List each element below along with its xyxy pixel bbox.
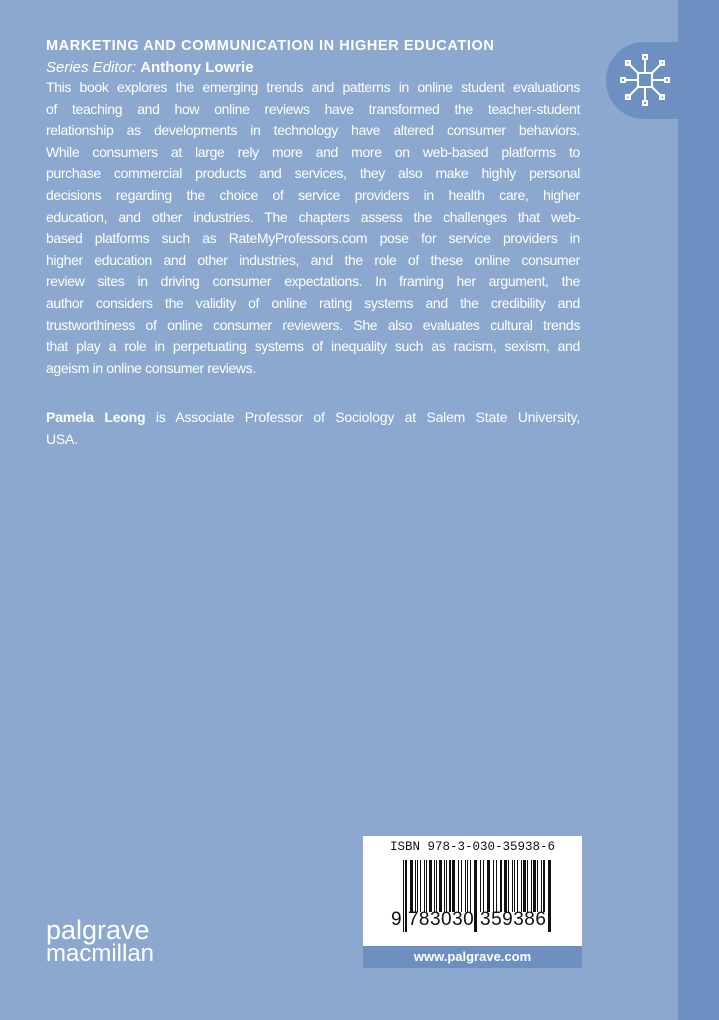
barcode-bar xyxy=(467,860,468,912)
barcode-bar xyxy=(424,860,425,912)
barcode-bar xyxy=(541,860,542,912)
series-editor xyxy=(46,59,254,76)
barcode-bar xyxy=(446,860,447,912)
barcode-bar xyxy=(548,860,551,932)
description-line: trustworthiness of online consumer reviewers. She also evaluates cultural trends xyxy=(46,316,580,333)
spine-strip xyxy=(678,0,719,1020)
barcode-bar xyxy=(523,860,526,912)
barcode-bar xyxy=(480,860,481,912)
logo-tab xyxy=(606,42,686,119)
barcode-bar xyxy=(436,860,437,912)
barcode-bar xyxy=(434,860,435,912)
description-line: higher education and other industries, and the role of these online consumer xyxy=(46,251,580,268)
barcode-bar xyxy=(415,860,416,912)
barcode-bar xyxy=(521,860,522,912)
description-line: of teaching and how online reviews have transformed the teacher-student xyxy=(46,100,580,117)
barcode-bar xyxy=(470,860,471,912)
barcode-bar xyxy=(531,860,532,912)
palgrave-network-logo-icon xyxy=(620,50,670,110)
barcode-bar xyxy=(429,860,432,912)
barcode-box xyxy=(363,836,582,968)
barcode-bar xyxy=(508,860,509,912)
barcode-bar xyxy=(514,860,515,912)
description-line: author considers the validity of online rating systems and the credibility and xyxy=(46,294,580,311)
publisher-logo-line2: macmillan xyxy=(46,940,155,967)
description-line: based platforms such as RateMyProfessors.com pose for service providers in xyxy=(46,230,580,247)
barcode-bar xyxy=(527,860,528,912)
barcode-bar xyxy=(496,860,497,912)
barcode-bar xyxy=(439,860,442,912)
series-title: MARKETING AND COMMUNICATION IN HIGHER EDUCATION xyxy=(46,38,495,54)
author-name: Pamela Leong xyxy=(46,409,146,425)
barcode-bar xyxy=(504,860,507,912)
barcode-bar xyxy=(517,860,518,912)
barcode-bar xyxy=(461,860,462,912)
publisher-logo xyxy=(46,915,155,967)
description-line: purchase commercial products and services, they also make highly personal xyxy=(46,165,580,182)
barcode-digits: 9 783030 359386 xyxy=(391,909,547,930)
author-bio-line2: USA. xyxy=(46,430,78,447)
barcode-bar xyxy=(483,860,484,912)
barcode-bar xyxy=(458,860,459,912)
description-line: review sites in driving consumer expectations. In framing her argument, the xyxy=(46,273,580,290)
barcode-bar xyxy=(533,860,536,912)
description-line: that play a role in perpetuating systems of inequality such as racism, sexism, and xyxy=(46,338,580,355)
series-editor-name: Anthony Lowrie xyxy=(140,59,254,76)
barcode-bar xyxy=(537,860,538,912)
author-bio-text: is Associate Professor of Sociology at Salem State University, xyxy=(145,409,580,425)
series-editor-label: Series Editor: xyxy=(46,59,137,76)
author-bio xyxy=(46,407,580,450)
barcode-bar xyxy=(465,860,466,912)
barcode-bar xyxy=(444,860,445,912)
description-line: decisions regarding the choice of service providers in health care, higher xyxy=(46,186,580,203)
barcode-bar xyxy=(452,860,455,912)
description-line: This book explores the emerging trends and patterns in online student evaluations xyxy=(46,79,580,95)
description-line: relationship as developments in technology have altered consumer behaviors. xyxy=(46,122,580,139)
barcode-bar xyxy=(487,860,490,912)
barcode-bar xyxy=(449,860,451,912)
description-line: education, and other industries. The chapters assess the challenges that web- xyxy=(46,208,580,225)
barcode-bar xyxy=(500,860,502,912)
isbn-text: ISBN 978-3-030-35938-6 xyxy=(389,840,556,854)
publisher-logo-line1: palgrave xyxy=(46,915,150,945)
barcode-bar xyxy=(417,860,418,912)
description-line: ageism in online consumer reviews. xyxy=(46,359,256,376)
description-line: While consumers at large rely more and more on web-based platforms to xyxy=(46,143,580,160)
barcode-bar xyxy=(543,860,545,912)
book-description xyxy=(46,77,580,379)
barcode-bar xyxy=(410,860,413,912)
barcode-bar xyxy=(493,860,494,912)
barcode-bar xyxy=(512,860,513,912)
barcode-bar xyxy=(426,860,427,912)
website-link[interactable]: www.palgrave.com xyxy=(363,946,582,968)
barcode-bar xyxy=(420,860,421,912)
